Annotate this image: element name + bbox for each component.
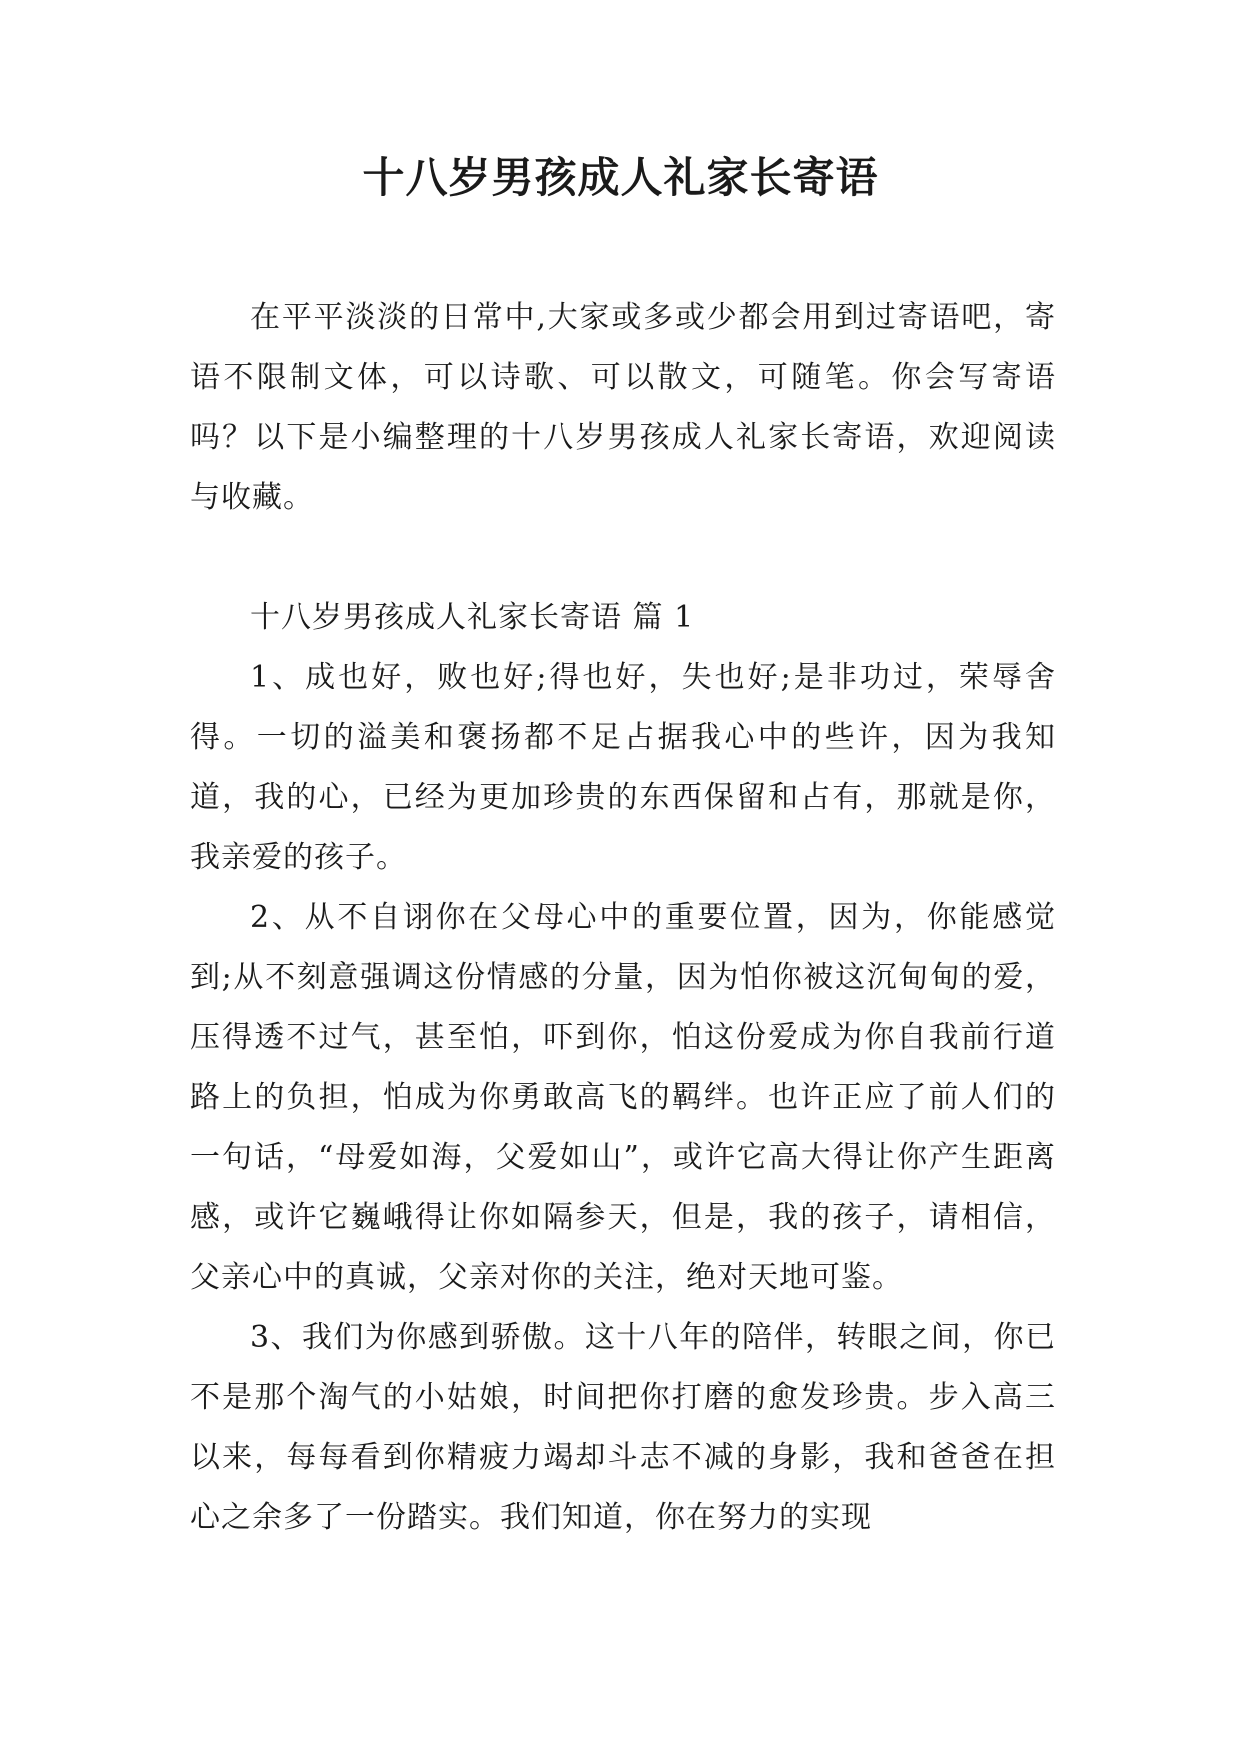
section-heading: 十八岁男孩成人礼家长寄语 篇 1 — [250, 600, 695, 635]
paragraph-1: 1、成也好，败也好;得也好，失也好;是非功过，荣辱舍得。一切的溢美和褒扬都不足占据我心中的些许，因为我知道，我的心，已经为更加珍贵的东西保留和占有，那就是你，我亲爱的孩子。 — [190, 660, 1056, 875]
intro-paragraph: 在平平淡淡的日常中,大家或多或少都会用到过寄语吧，寄语不限制文体，可以诗歌、可以散文，可随笔。你会写寄语吗？以下是小编整理的十八岁男孩成人礼家长寄语，欢迎阅读与收藏。 — [190, 300, 1056, 515]
document-body — [190, 288, 1056, 1548]
paragraph-2: 2、从不自诩你在父母心中的重要位置，因为，你能感觉到;从不刻意强调这份情感的分量，因为怕你被这沉甸甸的爱，压得透不过气，甚至怕，吓到你，怕这份爱成为你自我前行道路上的负担，怕成为你勇敢高飞的羁绊。也许正应了前人们的一句话，“母爱如海，父爱如山”，或许它高大得让你产生距离感，或许它巍峨得让你如隔参天，但是，我的孩子，请相信，父亲心中的真诚，父亲对你的关注，绝对天地可鉴。 — [190, 900, 1056, 1295]
paragraph-3: 3、我们为你感到骄傲。这十八年的陪伴，转眼之间，你已不是那个淘气的小姑娘，时间把你打磨的愈发珍贵。步入高三以来，每每看到你精疲力竭却斗志不减的身影，我和爸爸在担心之余多了一份踏实。我们知道，你在努力的实现 — [190, 1320, 1056, 1535]
document-title: 十八岁男孩成人礼家长寄语 — [362, 153, 879, 202]
